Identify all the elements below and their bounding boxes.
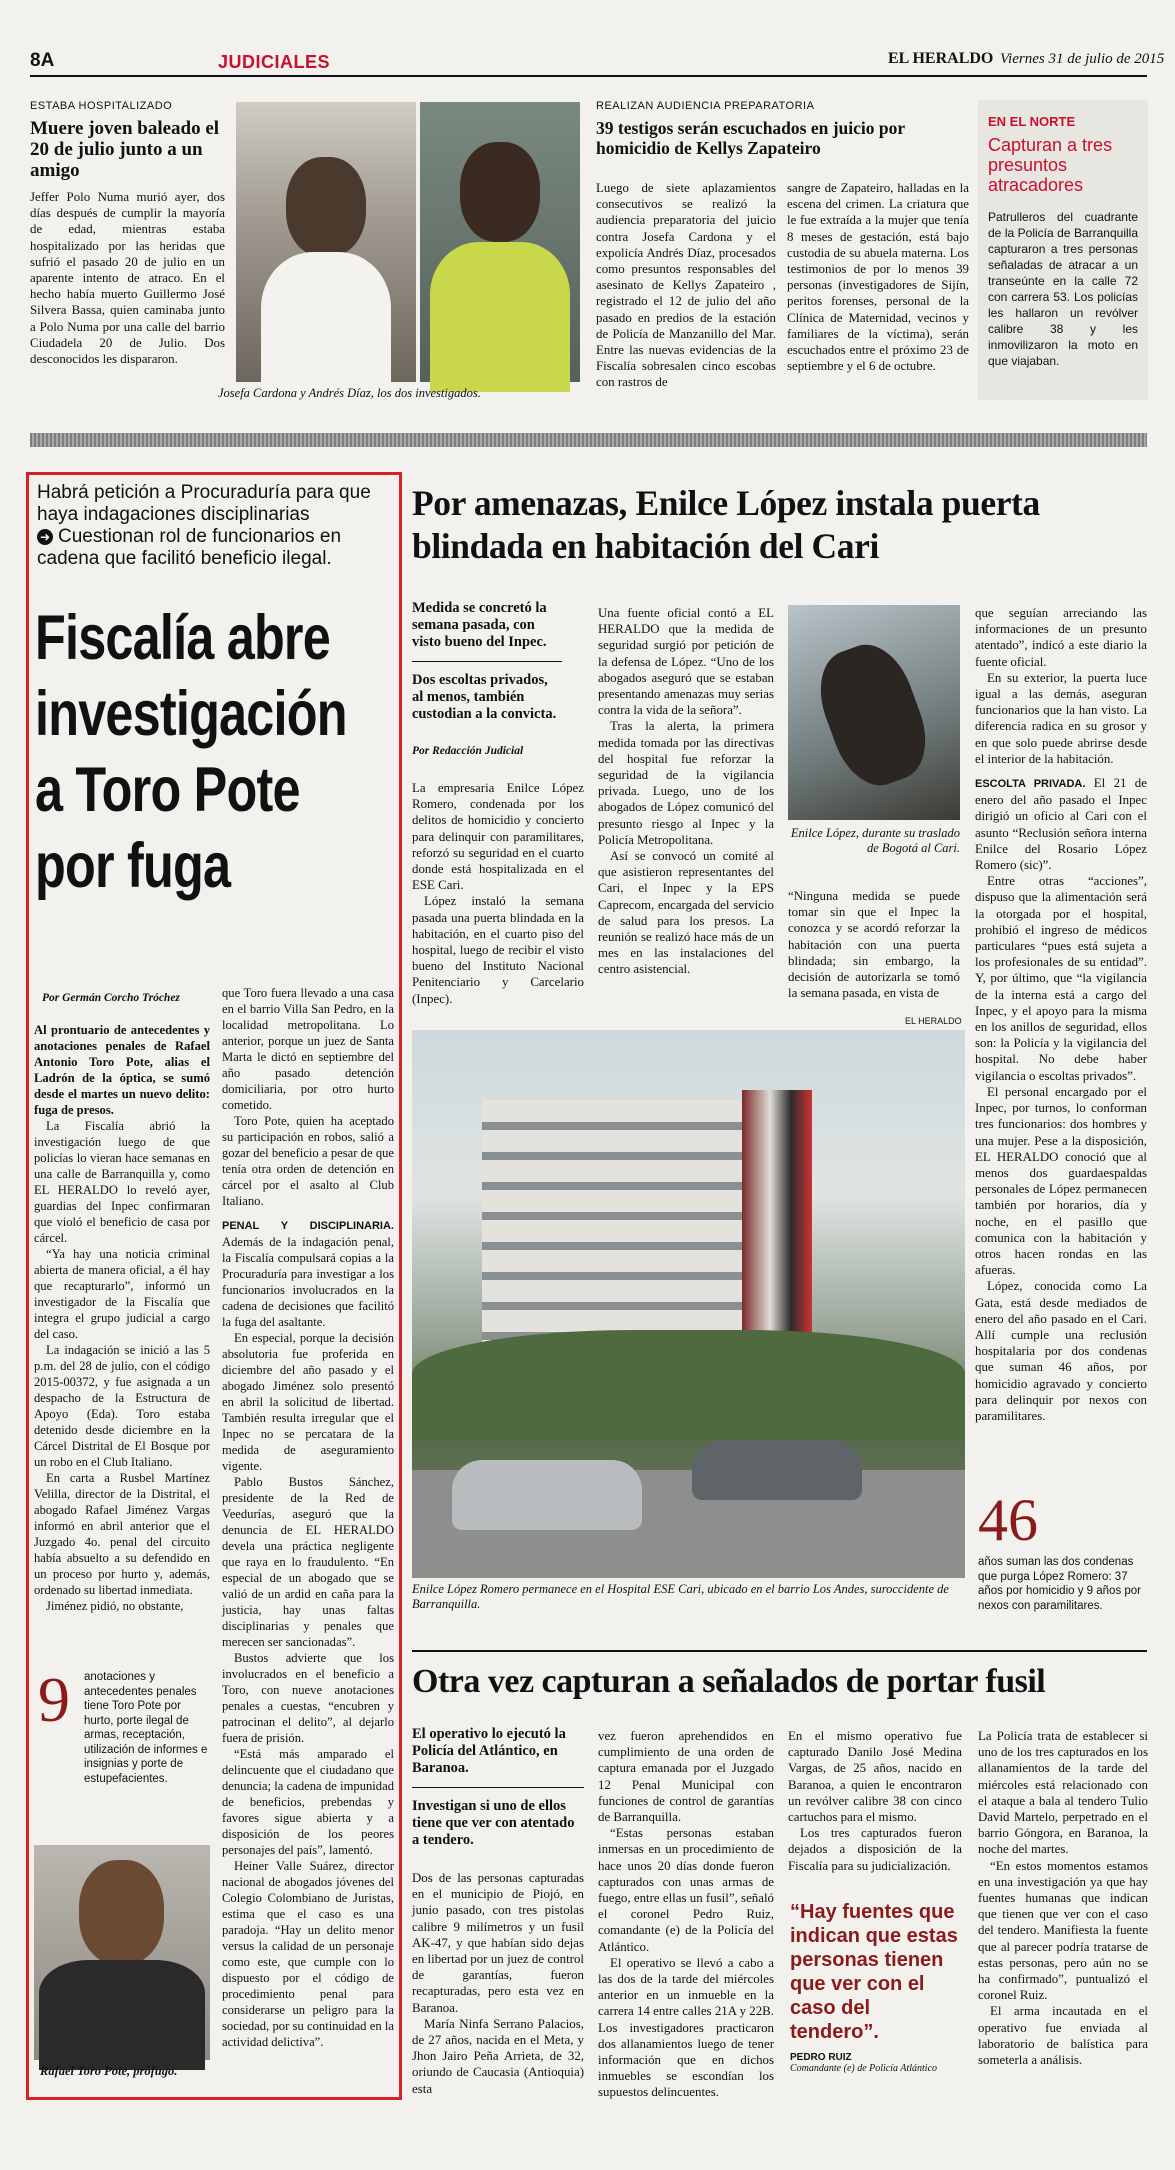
quote-name: PEDRO RUIZ: [790, 2052, 852, 2063]
headline-line: investigación: [35, 679, 347, 749]
issue-date: Viernes 31 de julio de 2015: [1000, 51, 1165, 67]
lead-2: Dos escoltas privados, al menos, también custodian a la convicta.: [412, 672, 557, 722]
header-rule: [30, 75, 1147, 77]
pull-quote: [790, 1900, 962, 2074]
story-column: La empresaria Enilce López Romero, condenada por los delitos de homicidio y concierto para delinquir con paramilitares, reforzó su seguridad en el cuarto donde está hospitalizada en el ESE Cari. López instaló la semana pasada una puerta blindada en la habitación, en el cuarto piso del hospital, luego de recibir el visto bueno del Instituto Nacional Penitenciario y Carcelario (Inpec).: [412, 781, 584, 1006]
main-deck: [37, 482, 393, 570]
story-hospitalizado: [30, 100, 225, 464]
byline: Por Redacción Judicial: [412, 745, 524, 757]
story-headline: Por amenazas, Enilce López instala puerta blindada en habitación del Cari: [412, 483, 1040, 566]
photo-caption: Enilce López Romero permanece en el Hospital ESE Cari, ubicado en el barrio Los Andes, suroccidente de Barranquilla.: [412, 1582, 949, 1611]
story-headline: Muere joven baleado el 20 de julio junto a un amigo: [30, 118, 220, 181]
story-kicker: ESTABA HOSPITALIZADO: [30, 100, 173, 112]
lead-2: Investigan si uno de ellos tiene que ver con atentado a tendero.: [412, 1798, 575, 1848]
story-column: Dos de las personas capturadas en el municipio de Piojó, en junio pasado, con tres pistolas calibre 9 milímetros y un fusil AK-47, y que habían sido dejas en libertad por un juez de control de garantías, fueron recapturadas, pero esta vez en Baranoa. María Ninfa Serrano Palacios, de 27 años, nacida en el Meta, y Jhon Jairo Peña Arrieta, de 32, oriundo de Caucasia (Antioquia) esta: [412, 1871, 584, 2096]
quote-role: Comandante (e) de Policía Atlántico: [790, 2063, 938, 2074]
story-audiencia: [596, 100, 966, 168]
story-kicker: REALIZAN AUDIENCIA PREPARATORIA: [596, 100, 815, 112]
byline: Por Germán Corcho Tróchez: [42, 992, 180, 1004]
fact-text: años suman las dos condenas que purga López Romero: 37 años por homicidio y 9 años por nexos con paramilitares.: [978, 1556, 1142, 1612]
photo-andres-diaz: [420, 102, 580, 382]
story-column: vez fueron aprehendidos en cumplimiento de una orden de captura emanada por el Juzgado 12 Penal Municipal con funciones de control de garantías de Barranquilla. “Estas personas estaban inmersas en un procedimiento de hace unos 20 días donde fueron capturados con unas armas de fuego, entre ellas un fusil”, señaló el coronel Pedro Ruiz, comandante (e) de la Policía del Atlántico. El operativo se llevó a cabo a las dos de la tarde del miércoles anterior en un inmueble en la carrera 14 entre calles 21A y 22B. Los investigadores practicaron dos allanamientos luego de tener información que en dichos inmuebles se escondían los supuestos delincuentes.: [598, 1729, 774, 2100]
photo-hospital-cari: [412, 1030, 965, 1578]
section-title: JUDICIALES: [218, 52, 331, 72]
story-headline: 39 testigos serán escuchados en juicio por homicidio de Kellys Zapateiro: [596, 118, 905, 158]
main-headline: [35, 600, 395, 970]
photo-caption: Josefa Cardona y Andrés Díaz, los dos investigados.: [218, 386, 481, 400]
story-column: Luego de siete aplazamientos consecutivos se realizó la audiencia preparatoria del juicio contra Josefa Cardona y el expolicía Andrés Díaz, procesados como presuntos responsables del asesinato de Kellys Zapateiro , registrado el 12 de julio del año pasado en predios de la estación de Policía de Manzanillo del Mar. Entre las nuevas evidencias de la Fiscalía sobresalen cinco escobas con rastros de: [596, 181, 776, 390]
fact-text: anotaciones y antecedentes penales tiene Toro Pote por hurto, porte ilegal de armas, receptación, utilización de informes e insignias y porte de estupefacientes.: [84, 1671, 208, 1785]
main-column-2: que Toro fuera llevado a una casa en el barrio Villa San Pedro, en la localidad metropolitana. Lo anterior, porque un juez de Santa Marta le dictó en septiembre del año pasado detención domiciliaria, por otro hurto cometido. Toro Pote, quien ha aceptado su participación en robos, salió a gozar del beneficio a pesar de que tenía otra orden de detención en cárcel por el asalto al Club Italiano. PENAL Y DISCIPLINARIA. Además de la indagación penal, la Fiscalía compulsará copias a la Procuraduría para investigar a los funcionarios involucrados en la cadena de decisiones que facilitó la fuga del asaltante. En especial, porque la decisión absolutoria fue proferida en diciembre del año pasado y el abogado Jiménez solo presentó en abril la solicitud de libertad. También resulta irregular que el Inpec no se percatara de la medida de aseguramiento vigente. Pablo Bustos Sánchez, presidente de la Red de Veedurías, aseguró que la denuncia de EL HERALDO devela una práctica negligente que raya en lo fraudulento. “En especial de un abogado que se valió de un ardid en caña para la justicia, hay unas faltas disciplinarias y penales que merecen ser sancionadas”. Bustos advierte que los involucrados en el beneficio a Toro, con nueve anotaciones penales a cuestas, “encubren y patrocinan el delito”, al dejarlo fuera de prisión. “Está más amparado el delincuente que el ciudadano que denuncia; la cadena de impunidad de beneficios, prebendas y favores sigue abierta y a disposición de los peores personajes del país”, lamentó. Heiner Valle Suárez, director nacional de abogados jóvenes del Colegio Colombiano de Juristas, estima que el caso es una paradoja. “Hay un delito menor versus la calidad de un personaje como este, que cumple con lo dispuesto por el código de procedimiento penal para considerarse un peligro para la sociedad, por su continuidad en la actividad delictiva”.: [222, 986, 394, 2049]
subhead: PENAL Y DISCIPLINARIA.: [222, 1220, 394, 1232]
photo-enilce-traslado: [788, 605, 960, 820]
section-divider: [30, 433, 1147, 447]
photo-josefa-cardona: [236, 102, 416, 382]
sidebar-box-norte: [978, 100, 1148, 400]
fact-number: 9: [38, 1664, 70, 1735]
lead-1: El operativo lo ejecutó la Policía del Atlántico, en Baranoa.: [412, 1726, 566, 1776]
photo-caption: Enilce López, durante su traslado de Bogotá al Cari.: [790, 826, 960, 855]
arrow-right-icon: ➜: [37, 529, 53, 545]
quote-text: “Hay fuentes que indican que estas personas tienen que ver con el caso del tendero”.: [790, 1901, 958, 2043]
story-body: Jeffer Polo Numa murió ayer, dos días después de cumplir la mayoría de edad, mientras estaba hospitalizado por las heridas que sufrió el pasado 20 de julio en un aparente intento de atraco. En el hecho había muerto Guillermo José Silvera Bassa, quien caminaba junto a Polo Numa por una calle del barrio Ciudadela 20 de Julio. Dos desconocidos les dispararon.: [30, 190, 225, 367]
story-leads: [412, 600, 562, 757]
story-column: En el mismo operativo fue capturado Danilo José Medina Vargas, de 25 años, nacido en Baranoa, a quien le encontraron un revólver calibre 38 con cinco cartuchos para el mismo. Los tres capturados fueron dejados a disposición de la Fiscalía para su judicialización.: [788, 1729, 962, 1873]
headline-line: por fuga: [35, 831, 231, 901]
photo-toro-pote: [34, 1845, 210, 2060]
sidebar-kicker: EN EL NORTE: [988, 114, 1076, 129]
story-column: La Policía trata de establecer si uno de los tres capturados en los allanamientos de la tarde del miércoles está relacionado con el ataque a bala al tendero Tulio David Martelo, perpetrado en el barrio Góngora, en Baranoa, la noche del martes. “En estos momentos estamos en una investigación ya que hay fuentes humanas que indican que tienen que ver con el caso del tendero. Manifiesta la fuente que al parecer podría tratarse de estas personas, pero aún no se ha confirmado”, puntualizó el coronel Ruiz. El arma incautada en el operativo fue enviada al laboratorio de balística para someterla a análisis.: [978, 1729, 1148, 2068]
story-column: que seguían arreciando las informaciones de un presunto atentado”, indicó a este diario la fuente oficial. En su exterior, la puerta luce igual a las demás, aseguran funcionarios que la han visto. La diferencia radica en su grosor y en que solo puede abrirse desde el interior de la habitación. ESCOLTA PRIVADA. El 21 de enero del año pasado el Inpec dirigió un oficio al Cari con el asunto “Reclusión señora interna Enilce del Rosario López Romero (sic)”. Entre otras “acciones”, dispuso que la alimentación será la otorgada por el hospital, prohibió el ingreso de médicos particulares “pues está sujeta a los profesionales de su entidad”. Y, por último, que “la vigilancia de la interna está a cargo del Inpec, y el apoyo para la misma en los anillos de seguridad, ellos son: la Policía y la vigilancia del hospital. No debe haber vigilancia o escoltas privados”. El personal encargado por el Inpec, por turnos, lo conforman tres funcionarios: dos hombres y una mujer. Pese a la disposición, EL HERALDO conoció que al menos dos guardaespaldas personales de López permanecen también por horarios, día y noche, en el pasillo que comunica con la habitación y otros hacen rondas en las afueras. López, conocida como La Gata, está desde mediados de enero del año pasado en el Cari. Allí cumple una reclusión hospitalaria por dos condenas que suman 46 años, por homicidio agravado y concierto para delinquir por nexos con paramilitares.: [975, 606, 1147, 1423]
photo-credit: EL HERALDO: [905, 1016, 962, 1026]
story-column: “Ninguna medida se puede tomar sin que el Inpec la conozca y se acordó reforzar la habitación con una puerta blindada; sin embargo, la decisión de autorizarla se tomó la semana pasada, en vista de: [788, 889, 960, 1001]
main-column-1: Al prontuario de antecedentes y anotaciones penales de Rafael Antonio Toro Pote, alias el Ladrón de la óptica, se sumó desde el martes un nuevo delito: fuga de presos. La Fiscalía abrió la investigación luego de que policías lo vieran hace semanas en una calle de Barranquilla y, como EL HERALDO lo reveló ayer, guardias del Inpec confirmaran que violó el beneficio de casa por cárcel. “Ya hay una noticia criminal abierta de manera oficial, a él hay que recapturarlo”, informó un investigador de la Fiscalía que integra el grupo judicial a cargo del caso. La indagación se inició a las 5 p.m. del 28 de julio, con el código 2015-00372, y fue asignada a un despacho de la Estructura de Apoyo (Eda). Toro estaba detenido desde diciembre en la Cárcel Distrital de El Bosque por un robo en el Club Italiano. En carta a Rusbel Martínez Velilla, director de la Distrital, el abogado Rafael Jiménez Vargas informó en abril anterior que el Juzgado 4o. penal del circuito había absuelto a su defendido en un proceso por hurto y, además, ordenado su libertad inmediata. Jiménez pidió, no obstante,: [34, 1023, 210, 1613]
fact-number: 46: [978, 1487, 1038, 1553]
story-rule: [412, 1650, 1147, 1652]
sidebar-headline: Capturan a tres presuntos atracadores: [988, 135, 1113, 195]
lead-1: Medida se concretó la semana pasada, con visto bueno del Inpec.: [412, 600, 547, 650]
newspaper-name: EL HERALDO: [888, 50, 994, 67]
subhead: ESCOLTA PRIVADA.: [975, 778, 1086, 791]
photo-caption: Rafael Toro Pote, prófugo.: [40, 2064, 178, 2078]
deck-line-2: Cuestionan rol de funcionarios en cadena que facilitó beneficio ilegal.: [37, 526, 342, 569]
headline-line: Fiscalía abre: [35, 603, 330, 673]
headline-line: a Toro Pote: [35, 755, 300, 825]
deck-line-1: Habrá petición a Procuraduría para que haya indagaciones disciplinarias: [37, 482, 371, 525]
sidebar-body: Patrulleros del cuadrante de la Policía de Barranquilla capturaron a tres personas señaladas de atracar a un transeúnte en la calle 72 con carrera 53. Los policías les hallaron un revólver calibre 38 y les inmovilizaron la moto en que viajaban.: [988, 210, 1138, 368]
page-number: 8A: [30, 50, 55, 71]
story-column: sangre de Zapateiro, halladas en la escena del crimen. La criatura que le fue extraída a la mujer que tenía 8 meses de gestación, está bajo custodia de su abuela materna. Los testimonios de por lo menos 39 personas (investigadores de Sijín, peritos forenses, personal de la Clínica de Maternidad, vecinos y familiares de la víctima), serán escuchados entre el próximo 23 de septiembre y el 6 de octubre.: [787, 181, 969, 374]
story-column: Una fuente oficial contó a EL HERALDO que la medida de seguridad surgió por petición de la defensa de López. “Uno de los abogados aseguró que se estaban presentando amenazas muy serias contra la vida de la señora”. Tras la alerta, la primera medida tomada por las directivas del hospital fue reforzar la seguridad de la vigilancia privada. Luego, uno de los abogados de López comunicó del presunto riesgo al Inpec y la Policía Metropolitana. Así se convocó un comité al que asistieron representantes del Cari, el Inpec y la EPS Caprecom, encargada del servicio de salud para los presos. La reunión se realizó hace más de un mes en las instalaciones del centro asistencial.: [598, 606, 774, 977]
story-leads: [412, 1726, 584, 1849]
story-headline: Otra vez capturan a señalados de portar fusil: [412, 1663, 1046, 1700]
